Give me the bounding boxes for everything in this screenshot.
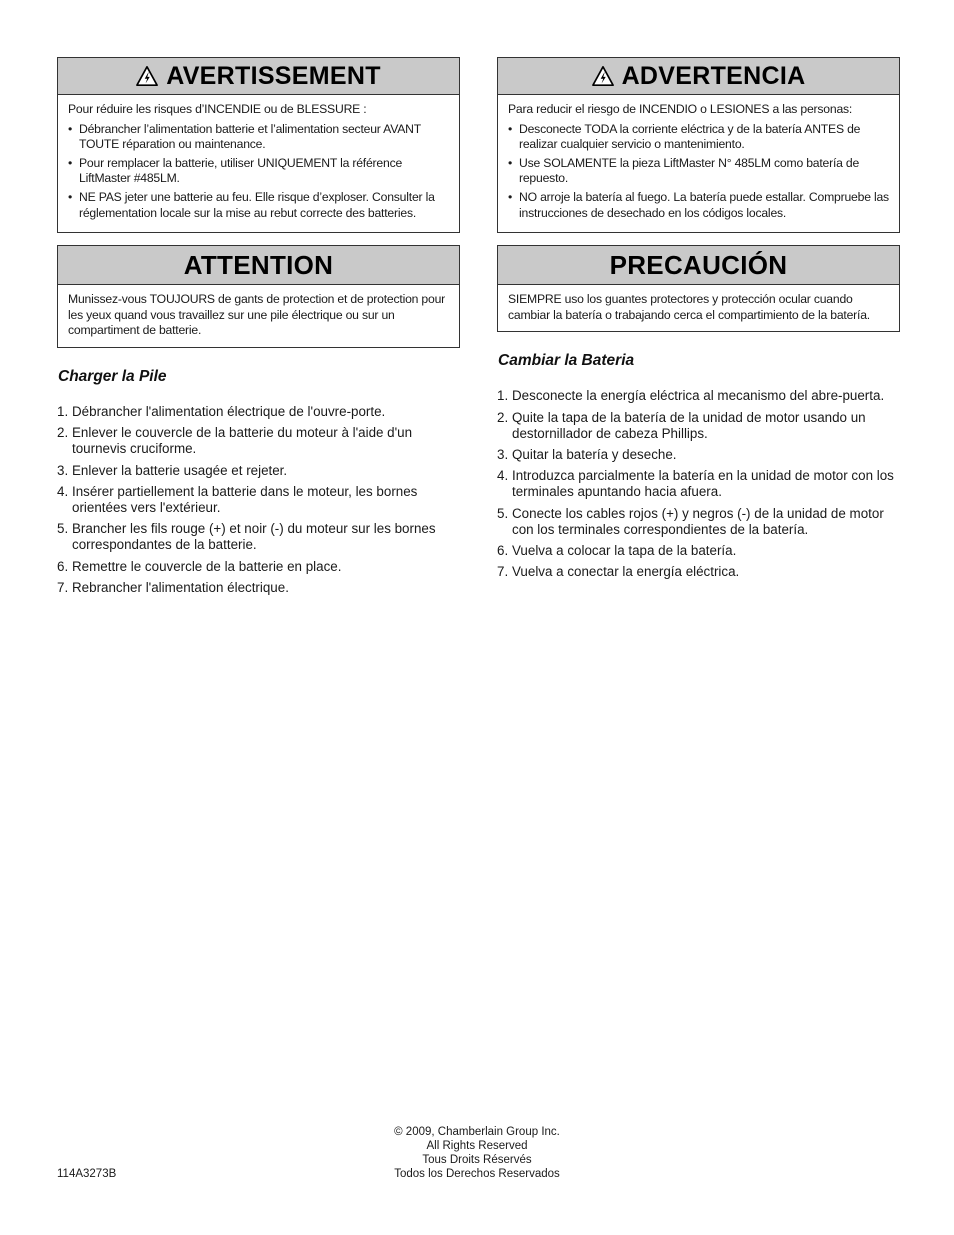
step-text: Vuelva a colocar la tapa de la batería. xyxy=(512,542,737,558)
step-item-fr xyxy=(57,484,460,516)
caution-text-es: SIEMPRE uso los guantes protectores y protección ocular cuando cambiar la batería o trabajando cerca el compartimiento de la batería. xyxy=(508,292,870,322)
section-title-fr: Charger la Pile xyxy=(58,367,167,385)
step-text: Enlever le couvercle de la batterie du moteur à l'aide d'un tournevis cruciforme. xyxy=(72,425,413,457)
step-number: 3. xyxy=(57,462,69,478)
step-text: Brancher les fils rouge (+) et noir (-) du moteur sur les bornes correspondantes de la batterie. xyxy=(72,521,436,553)
warning-triangle-lightning-icon xyxy=(592,65,614,87)
step-number: 7. xyxy=(57,579,69,595)
step-text: Conecte los cables rojos (+) y negros (-) de la unidad de motor con los terminales correspondientes de la batería. xyxy=(512,505,884,537)
step-item-es xyxy=(497,564,900,580)
section-title-es: Cambiar la Bateria xyxy=(498,352,635,370)
step-number: 2. xyxy=(497,409,509,425)
warning-list-es xyxy=(508,122,889,222)
rights-en: All Rights Reserved xyxy=(426,1140,528,1152)
warning-bullet-es: • Desconecte TODA la corriente eléctrica y de la batería ANTES de realizar cualquier servicio o mantenimiento. xyxy=(508,122,889,153)
rights-es: Todos los Derechos Reservados xyxy=(394,1168,560,1180)
step-item-es xyxy=(497,468,900,500)
step-text: Vuelva a conectar la energía eléctrica. xyxy=(512,564,740,580)
caution-box-fr xyxy=(57,245,460,348)
warning-body-fr xyxy=(58,95,459,232)
step-number: 2. xyxy=(57,425,69,441)
caution-box-es xyxy=(497,245,900,332)
step-item-es xyxy=(497,388,900,404)
warning-title-es: ADVERTENCIA xyxy=(621,61,806,90)
warning-list-fr xyxy=(68,122,449,222)
step-item-es xyxy=(497,543,900,559)
warning-bullet-es: • Use SOLAMENTE la pieza LiftMaster N° 485LM como batería de repuesto. xyxy=(508,156,889,187)
step-text: Insérer partiellement la batterie dans le moteur, les bornes orientées vers l'extérieur. xyxy=(72,483,418,515)
part-number: 114A3273B xyxy=(57,1168,117,1180)
warning-box-fr xyxy=(57,57,460,233)
caution-body-fr xyxy=(58,285,459,347)
warning-header-es xyxy=(498,58,899,95)
copyright-line: © 2009, Chamberlain Group Inc. xyxy=(394,1126,560,1138)
step-item-fr xyxy=(57,580,460,596)
step-number: 4. xyxy=(57,483,69,499)
step-text: Introduzca parcialmente la batería en la unidad de motor con los terminales apuntando hacia afuera. xyxy=(512,468,894,500)
step-text: Enlever la batterie usagée et rejeter. xyxy=(72,462,288,478)
caution-title-es: PRECAUCIÓN xyxy=(609,249,788,280)
step-item-es xyxy=(497,410,900,442)
step-number: 6. xyxy=(57,558,69,574)
french-column xyxy=(57,57,460,601)
warning-header-fr xyxy=(58,58,459,95)
warning-intro-es: Para reducir el riesgo de INCENDIO o LESIONES a las personas: xyxy=(508,102,853,116)
spanish-column xyxy=(497,57,900,585)
step-number: 7. xyxy=(497,564,509,580)
warning-bullet-es: • NO arroje la batería al fuego. La batería puede estallar. Compruebe las instrucciones de desechado en los códigos locales. xyxy=(508,190,889,221)
step-item-fr xyxy=(57,404,460,420)
step-number: 4. xyxy=(497,468,509,484)
copyright-block xyxy=(0,1125,954,1181)
step-text: Quite la tapa de la batería de la unidad de motor usando un destornillador de cabeza Phillips. xyxy=(512,409,866,441)
caution-header-es xyxy=(498,246,899,285)
warning-intro-fr: Pour réduire les risques d’INCENDIE ou de BLESSURE : xyxy=(68,102,367,116)
step-item-fr xyxy=(57,463,460,479)
rights-fr: Tous Droits Réservés xyxy=(422,1154,532,1166)
step-text: Desconecte la energía eléctrica al mecanismo del abre-puerta. xyxy=(512,388,885,404)
step-item-es xyxy=(497,447,900,463)
step-item-fr xyxy=(57,559,460,575)
warning-triangle-lightning-icon xyxy=(136,65,158,87)
warning-title-fr: AVERTISSEMENT xyxy=(166,61,381,90)
step-number: 1. xyxy=(497,388,509,404)
step-text: Remettre le couvercle de la batterie en place. xyxy=(72,558,342,574)
step-item-fr xyxy=(57,425,460,457)
step-item-es xyxy=(497,506,900,538)
warning-box-es xyxy=(497,57,900,233)
step-text: Débrancher l'alimentation électrique de l'ouvre-porte. xyxy=(72,403,386,419)
step-number: 1. xyxy=(57,403,69,419)
step-text: Rebrancher l'alimentation électrique. xyxy=(72,579,289,595)
steps-list-es xyxy=(497,388,900,580)
caution-text-fr: Munissez-vous TOUJOURS de gants de protection et de protection pour les yeux quand vous travaillez sur une pile électrique ou sur un compartiment de batterie. xyxy=(68,292,446,338)
step-number: 6. xyxy=(497,542,509,558)
step-number: 3. xyxy=(497,446,509,462)
caution-header-fr xyxy=(58,246,459,285)
step-text: Quitar la batería y deseche. xyxy=(512,446,677,462)
caution-title-fr: ATTENTION xyxy=(183,249,334,280)
warning-body-es xyxy=(498,95,899,232)
warning-bullet-fr: • Pour remplacer la batterie, utiliser UNIQUEMENT la référence LiftMaster #485LM. xyxy=(68,156,449,187)
warning-bullet-fr: • Débrancher l’alimentation batterie et l’alimentation secteur AVANT TOUTE réparation ou maintenance. xyxy=(68,122,449,153)
step-item-fr xyxy=(57,521,460,553)
step-number: 5. xyxy=(57,521,69,537)
warning-bullet-fr: • NE PAS jeter une batterie au feu. Elle risque d’exploser. Consulter la réglementation locale sur la mise au rebut correcte des batteries. xyxy=(68,190,449,221)
steps-list-fr xyxy=(57,404,460,596)
caution-body-es xyxy=(498,285,899,331)
step-number: 5. xyxy=(497,505,509,521)
